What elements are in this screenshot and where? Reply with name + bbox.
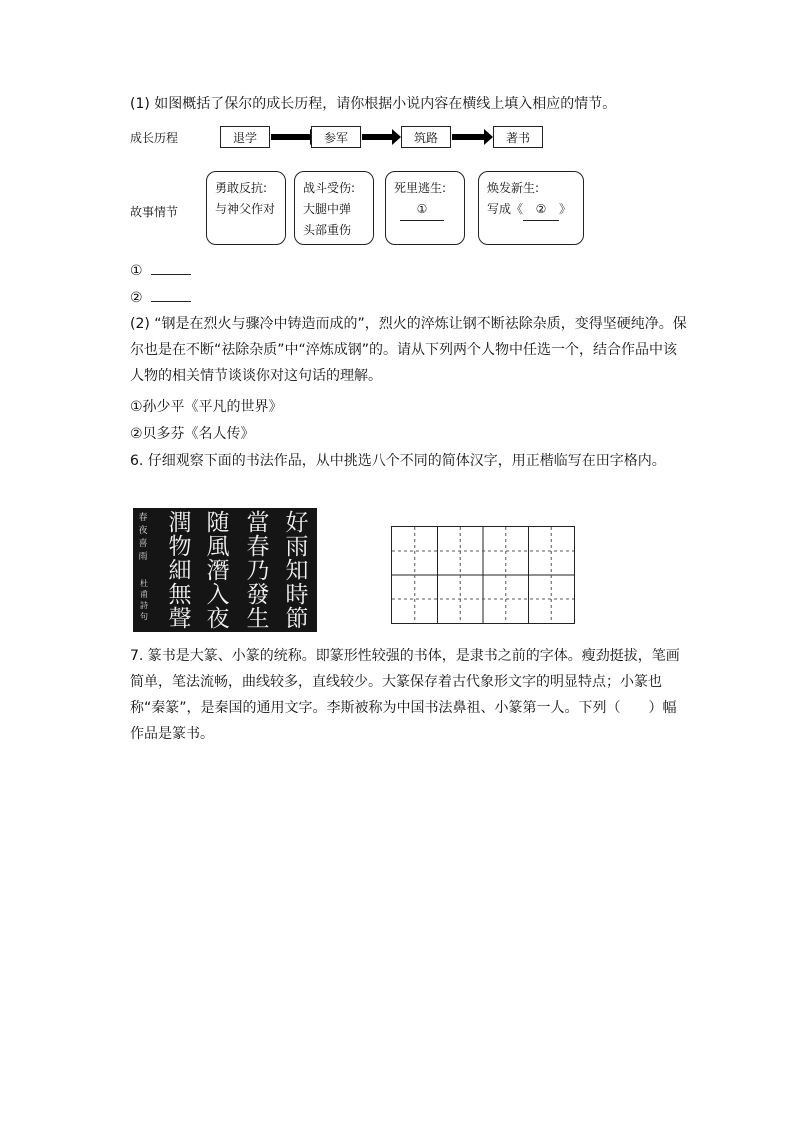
- calligraphy-col-1: [283, 511, 311, 631]
- row-label-plot: 故事情节: [130, 205, 179, 219]
- calligraphy-char: 好: [285, 510, 309, 536]
- arrow-2: [362, 134, 393, 140]
- plot-blank-2[interactable]: ②: [523, 199, 559, 221]
- plot-body-2a: 大腿中弹: [303, 202, 352, 216]
- answer-blank-2[interactable]: [151, 301, 191, 302]
- calligraphy-char: 無: [168, 582, 192, 608]
- stage-box-1: 退学: [220, 126, 270, 148]
- grid-lines: [392, 527, 574, 623]
- calligraphy-col-3: [204, 511, 232, 631]
- calligraphy-char: 夜: [206, 606, 230, 632]
- answer-line-1: [130, 262, 191, 280]
- calligraphy-char: 乃: [246, 558, 270, 584]
- calligraphy-small-author: 杜甫詩句: [140, 579, 148, 621]
- plot-suffix-4: 》: [559, 202, 572, 216]
- calligraphy-char: 生: [246, 606, 270, 632]
- plot-box-1: [206, 171, 286, 245]
- calligraphy-char: 發: [246, 582, 270, 608]
- calligraphy-char: 時: [285, 582, 309, 608]
- calligraphy-char: 知: [285, 558, 309, 584]
- answer-marker-2: ②: [130, 290, 143, 306]
- plot-body-2b: 头部重伤: [303, 223, 352, 237]
- calligraphy-char: 聲: [168, 606, 192, 632]
- calligraphy-char: 随: [206, 510, 230, 536]
- calligraphy-char: 潛: [206, 558, 230, 584]
- calligraphy-small-title: 春夜喜雨: [138, 513, 148, 562]
- plot-title-4: 焕发新生:: [487, 181, 540, 195]
- calligraphy-char: 細: [168, 558, 192, 584]
- calligraphy-char: 潤: [168, 510, 192, 536]
- plot-box-4: [478, 171, 584, 245]
- calligraphy-char: 春: [246, 534, 270, 560]
- q1-text: (1) 如图概括了保尔的成长历程，请你根据小说内容在横线上填入相应的情节。: [130, 96, 617, 112]
- q2-text: (2) “钢是在烈火与骤冷中铸造而成的”，烈火的淬炼让钢不断祛除杂质，变得坚硬纯净。保尔也是在不断“祛除杂质”中“淬炼成钢”的。请从下列两个人物中任选一个，结合作品中该人物的相关情节谈谈你对这句话的理解。: [130, 316, 687, 384]
- q7-text: 7. 篆书是大篆、小篆的统称。即篆形性较强的书体，是隶书之前的字体。瘦劲挺拔，笔画简单，笔法流畅，曲线较多，直线较少。大篆保存着古代象形文字的明显特点；小篆也称“秦篆”，是秦国的通用文字。李斯被称为中国书法鼻祖、小篆第一人。下列（ ）幅作品是篆书。: [130, 648, 680, 742]
- calligraphy-col-2: [244, 511, 272, 631]
- row-label-growth: 成长历程: [130, 131, 179, 145]
- answer-blank-1[interactable]: [151, 274, 191, 275]
- plot-box-2: [294, 171, 374, 245]
- calligraphy-image: [133, 508, 317, 632]
- stage-box-3: 筑路: [401, 126, 451, 148]
- calligraphy-col-4: [166, 511, 194, 631]
- plot-prefix-4: 写成《: [487, 202, 524, 216]
- plot-title-2: 战斗受伤:: [303, 181, 356, 195]
- q2-option-2: ②贝多芬《名人传》: [130, 426, 255, 442]
- q6-text: 6. 仔细观察下面的书法作品，从中挑选八个不同的简体汉字，用正楷临写在田字格内。: [130, 453, 666, 469]
- tianzige-grid[interactable]: [391, 526, 575, 624]
- stage-box-2: 参军: [311, 126, 361, 148]
- calligraphy-char: 風: [206, 534, 230, 560]
- calligraphy-char: 節: [285, 606, 309, 632]
- plot-title-1: 勇敢反抗:: [215, 181, 268, 195]
- plot-blank-1[interactable]: ①: [400, 199, 444, 221]
- arrow-1: [271, 134, 311, 140]
- answer-marker-1: ①: [130, 263, 143, 279]
- plot-box-3: [385, 171, 465, 245]
- stage-box-4: 著书: [493, 126, 543, 148]
- calligraphy-char: 入: [206, 582, 230, 608]
- q2-option-1: ①孙少平《平凡的世界》: [130, 399, 283, 415]
- calligraphy-char: 雨: [285, 534, 309, 560]
- answer-line-2: [130, 289, 191, 307]
- plot-body-1: 与神父作对: [215, 202, 276, 216]
- calligraphy-char: 當: [246, 510, 270, 536]
- arrow-3: [452, 134, 485, 140]
- plot-title-3: 死里逃生:: [394, 181, 447, 195]
- calligraphy-char: 物: [168, 534, 192, 560]
